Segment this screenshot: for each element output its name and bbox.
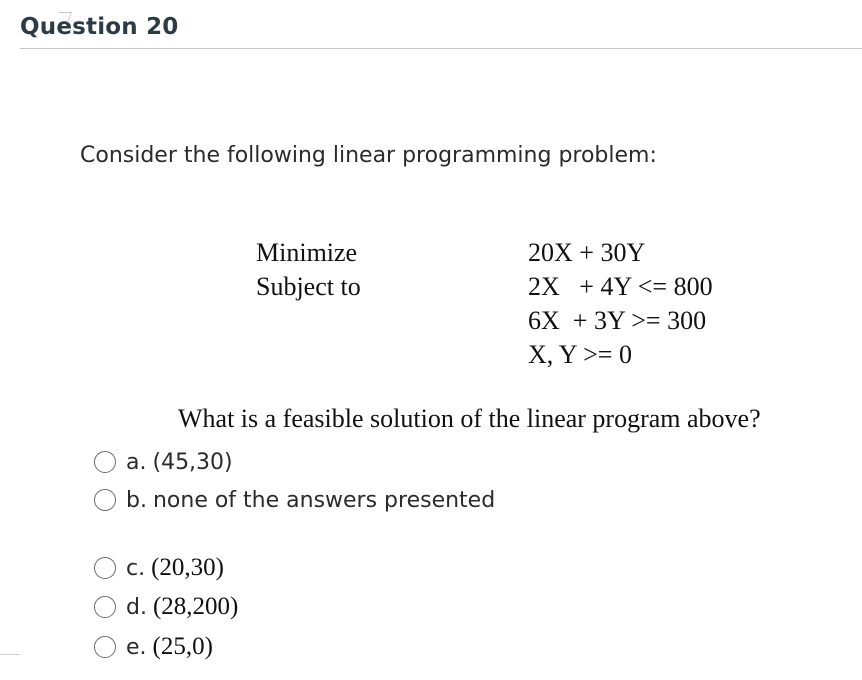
- answer-letter: d.: [126, 594, 147, 620]
- constraint-1: 2X + 4Y <= 800: [528, 272, 713, 301]
- answer-option-e[interactable]: [94, 632, 213, 662]
- answer-text: (20,30): [151, 554, 224, 581]
- radio-button-b[interactable]: [94, 489, 116, 511]
- answer-option-b[interactable]: [94, 485, 495, 515]
- radio-button-c[interactable]: [94, 557, 116, 579]
- divider: [0, 654, 20, 655]
- answer-text: (28,200): [152, 593, 239, 620]
- answer-text: none of the answers presented: [152, 487, 496, 513]
- answer-option-a[interactable]: [94, 447, 233, 477]
- constraint-label: Subject to: [256, 272, 361, 301]
- radio-button-e[interactable]: [94, 636, 116, 658]
- answer-option-c[interactable]: [94, 553, 224, 583]
- constraint-3: X, Y >= 0: [528, 340, 632, 369]
- radio-button-d[interactable]: [94, 596, 116, 618]
- answer-option-d[interactable]: [94, 592, 238, 622]
- question-header: [20, 12, 862, 49]
- answer-text: (25,0): [152, 633, 213, 660]
- answer-text: (45,30): [152, 449, 233, 475]
- lp-expressions: [528, 236, 713, 372]
- answer-letter: c.: [126, 555, 146, 581]
- objective-expression: 20X + 30Y: [528, 238, 646, 267]
- constraint-2: 6X + 3Y >= 300: [528, 306, 707, 335]
- lp-labels: [256, 236, 361, 304]
- question-prompt: What is a feasible solution of the linear program above?: [178, 404, 761, 433]
- question-title: Question 20: [20, 14, 179, 40]
- radio-button-a[interactable]: [94, 451, 116, 473]
- answer-letter: b.: [126, 487, 147, 513]
- answer-letter: a.: [126, 449, 147, 475]
- answer-letter: e.: [126, 634, 147, 660]
- objective-label: Minimize: [256, 238, 358, 267]
- question-intro: Consider the following linear programming problem:: [80, 143, 657, 168]
